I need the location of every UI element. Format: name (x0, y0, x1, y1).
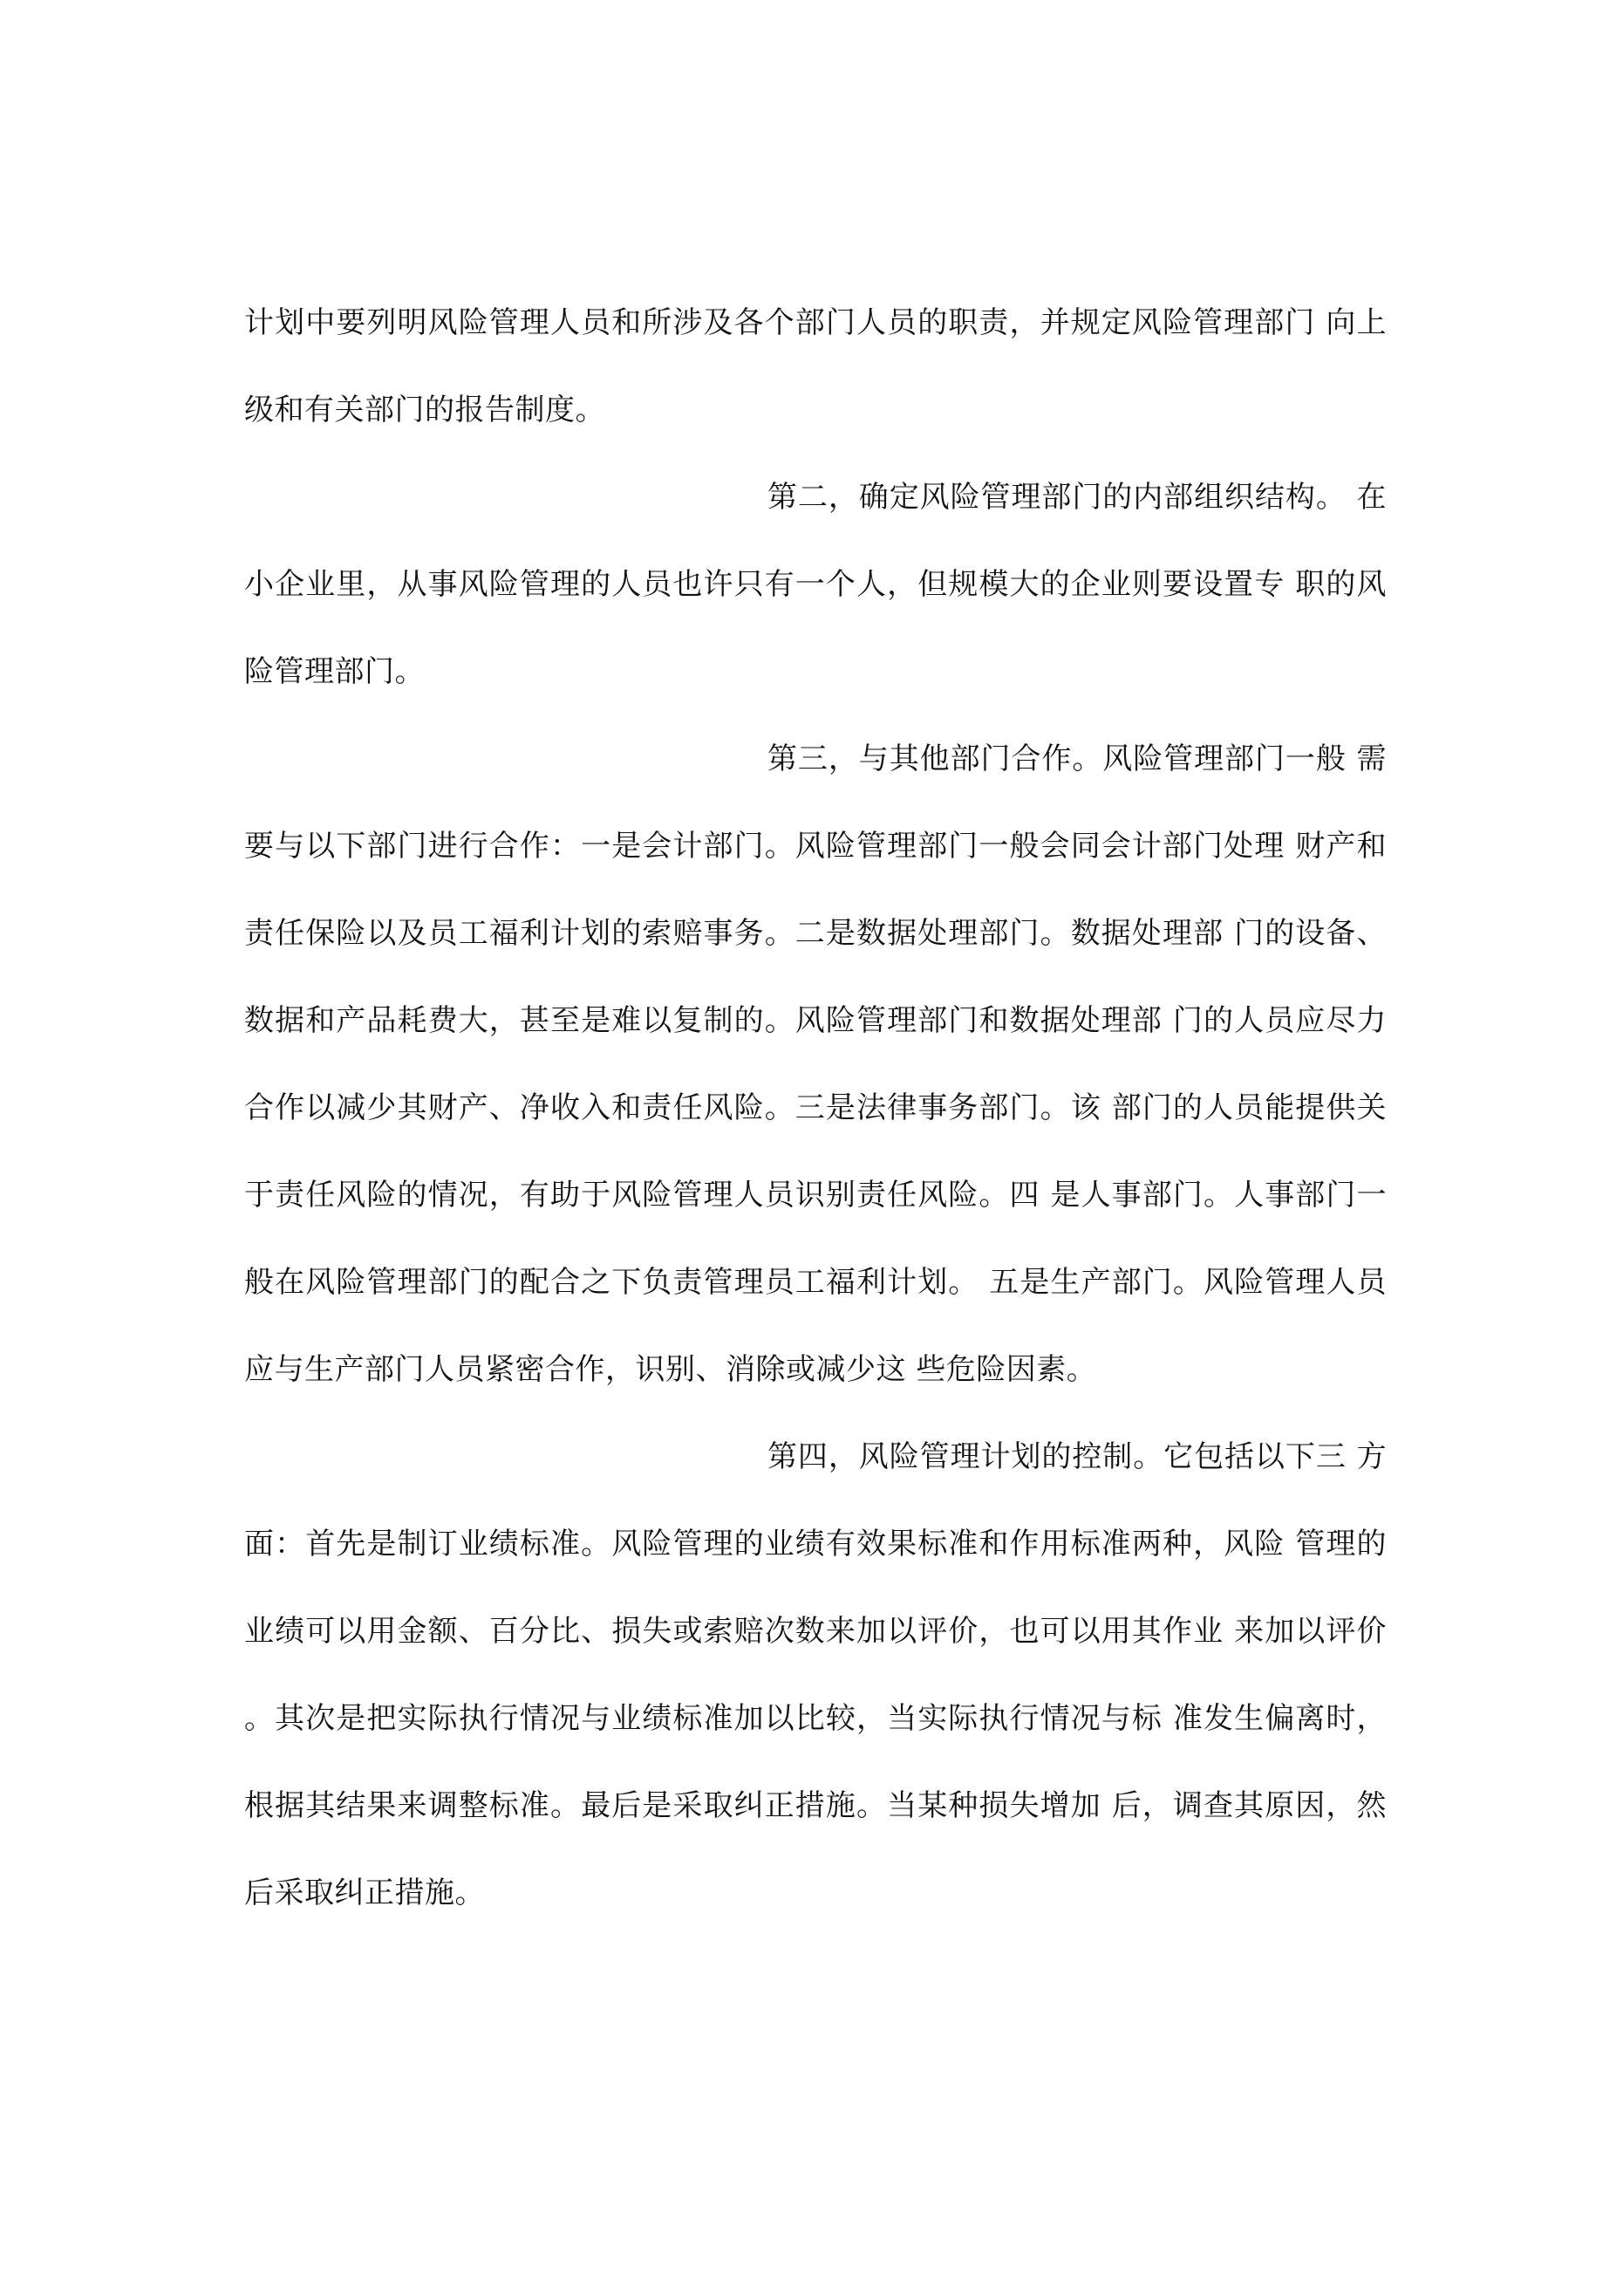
text-line: 级和有关部门的报告制度。 (244, 393, 605, 427)
text-line: 要与以下部门进行合作：一是会计部门。风险管理部门一般会同会计部门处理 财产和 (244, 829, 1387, 864)
text-line: 第四，风险管理计划的控制。它包括以下三 方 (767, 1439, 1387, 1474)
text-line: 险管理部门。 (244, 654, 425, 689)
text-line: 应与生产部门人员紧密合作，识别、消除或减少这 些危险因素。 (244, 1352, 1097, 1387)
text-line: 后采取纠正措施。 (244, 1876, 485, 1910)
text-line: 合作以减少其财产、净收入和责任风险。三是法律事务部门。该 部门的人员能提供关 (244, 1090, 1387, 1125)
text-line: 于责任风险的情况，有助于风险管理人员识别责任风险。四 是人事部门。人事部门一 (244, 1178, 1387, 1213)
text-line: 业绩可以用金额、百分比、损失或索赔次数来加以评价，也可以用其作业 来加以评价 (244, 1614, 1387, 1649)
text-line: 计划中要列明风险管理人员和所涉及各个部门人员的职责，并规定风险管理部门 向上 (244, 305, 1387, 340)
document-body (244, 292, 1387, 1950)
text-line: 小企业里，从事风险管理的人员也许只有一个人，但规模大的企业则要设置专 职的风 (244, 567, 1387, 602)
text-line: 般在风险管理部门的配合之下负责管理员工福利计划。 五是生产部门。风险管理人员 (244, 1265, 1387, 1300)
text-line: 第三，与其他部门合作。风险管理部门一般 需 (767, 741, 1387, 776)
text-line: 根据其结果来调整标准。最后是采取纠正措施。当某种损失增加 后，调查其原因，然 (244, 1788, 1387, 1823)
text-line: 面：首先是制订业绩标准。风险管理的业绩有效果标准和作用标准两种，风险 管理的 (244, 1527, 1387, 1561)
text-line: 数据和产品耗费大，甚至是难以复制的。风险管理部门和数据处理部 门的人员应尽力 (244, 1003, 1387, 1038)
text-line: 责任保险以及员工福利计划的索赔事务。二是数据处理部门。数据处理部 门的设备、 (244, 916, 1387, 951)
text-line: 。其次是把实际执行情况与业绩标准加以比较，当实际执行情况与标 准发生偏离时， (244, 1701, 1387, 1736)
text-line: 第二，确定风险管理部门的内部组织结构。 在 (767, 480, 1387, 515)
